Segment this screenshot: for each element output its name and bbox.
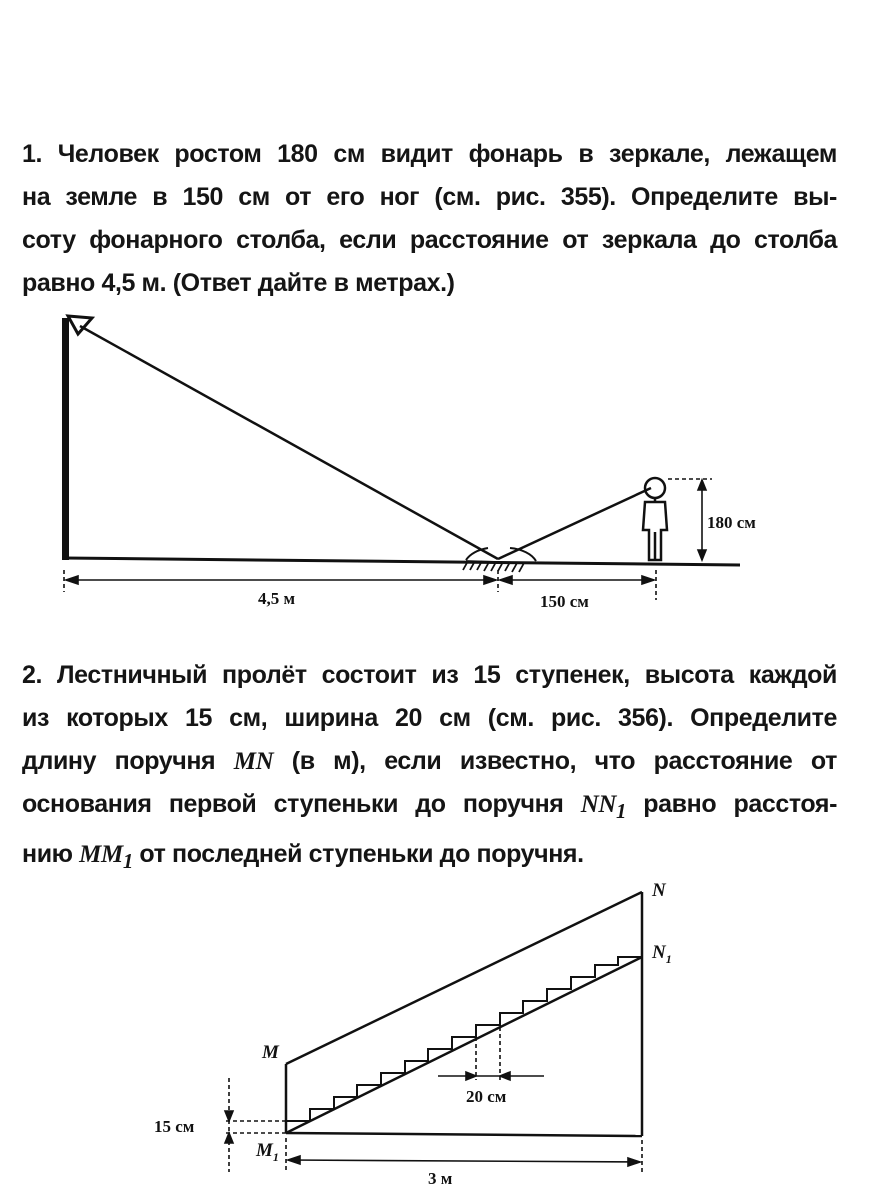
segment-MM1: $MM_1$ xyxy=(79,841,133,873)
distance-dimensions xyxy=(64,570,656,600)
person-height-label: 180 см xyxy=(707,513,756,532)
problem-2-number: 2. xyxy=(22,661,43,689)
problem-1-line-3: соту фонарного столба, если расстояние от зеркала до столба xyxy=(22,226,837,254)
light-ray-incident xyxy=(80,326,498,559)
point-N-label: N xyxy=(652,880,666,901)
mirror-hatching xyxy=(463,561,530,572)
segment-NN1: $NN_1$ xyxy=(580,791,627,823)
ground-line xyxy=(64,558,740,565)
step-height-dimension xyxy=(225,1078,286,1172)
problem-1-line-4: равно 4,5 м. (Ответ дайте в метрах.) xyxy=(22,269,455,297)
problem-2-text xyxy=(22,654,837,883)
person-height-dimension xyxy=(668,479,712,560)
problem-1-number: 1. xyxy=(22,140,43,168)
point-M1-label: $M_1$ xyxy=(256,1140,279,1164)
handrail-MN xyxy=(286,892,642,1064)
light-ray-reflected xyxy=(498,488,651,559)
base-length-dimension xyxy=(286,1138,642,1172)
problem-2-line-3: длину поручня MN (в м), если известно, что расстояние от xyxy=(22,747,838,775)
staircase-frame xyxy=(286,892,642,1136)
problem-1-text xyxy=(22,133,837,305)
segment-MN: MN xyxy=(233,748,274,775)
lamp-post xyxy=(62,318,69,560)
angle-arc-right xyxy=(510,548,536,561)
step-width-label: 20 см xyxy=(466,1087,507,1106)
stair-slope xyxy=(286,957,642,1133)
distance-mirror-person-label: 150 см xyxy=(540,592,589,611)
problem-2-line-2: из которых 15 см, ширина 20 см (см. рис. 356). Определите xyxy=(22,704,837,732)
distance-pole-mirror-label: 4,5 м xyxy=(258,589,296,608)
base-length-label: 3 м xyxy=(428,1169,453,1188)
step-height-label: 15 см xyxy=(154,1117,195,1136)
step-width-dimension xyxy=(438,1020,544,1080)
problem-1-line-1: 1. Человек ростом 180 см видит фонарь в зеркале, лежащем xyxy=(22,140,838,168)
problem-2-line-5: нию $MM_1$ от последней ступеньки до поручня. xyxy=(22,840,584,873)
point-N1-label: $N_1$ xyxy=(652,942,672,966)
angle-arc-left xyxy=(466,548,488,560)
stair-base xyxy=(286,1133,642,1136)
person-icon xyxy=(643,478,667,560)
point-M-label: M xyxy=(262,1042,279,1063)
lamp-icon xyxy=(68,316,92,334)
problem-1-line-2: на земле в 150 см от его ног (см. рис. 355). Определите вы- xyxy=(22,183,837,211)
problem-2-line-4: основания первой ступеньки до поручня $NN_1$ равно расстоя- xyxy=(22,790,837,823)
stair-steps xyxy=(286,957,642,1133)
problem-2-line-1: 2. Лестничный пролёт состоит из 15 ступенек, высота каждой xyxy=(22,661,838,689)
